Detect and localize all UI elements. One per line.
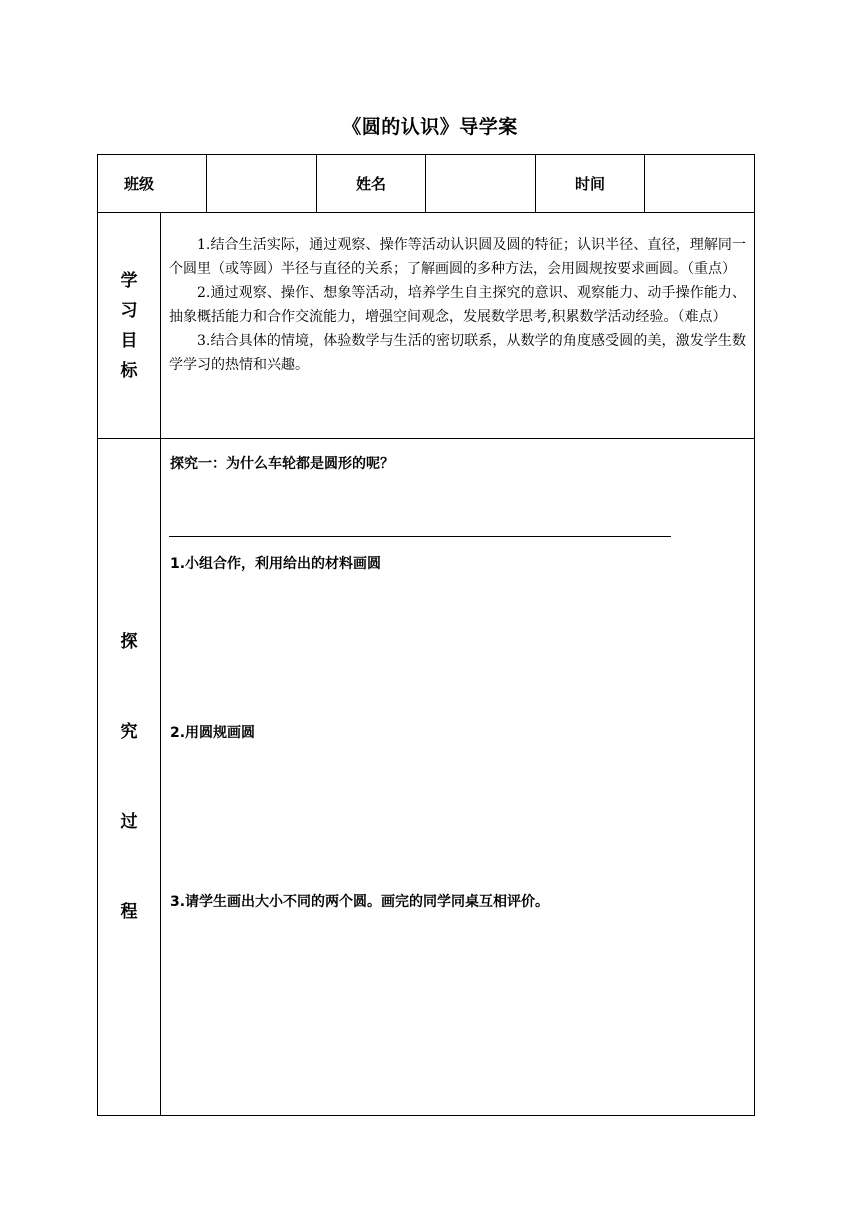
- class-field[interactable]: [207, 155, 317, 213]
- class-label: 班级: [98, 155, 207, 213]
- goals-content: [161, 213, 755, 439]
- explore-row: [98, 439, 755, 1116]
- explore-content: [161, 439, 755, 1116]
- goals-row: [98, 213, 755, 439]
- explore-question: 探究一：为什么车轮都是圆形的呢？: [170, 456, 394, 472]
- goal-item: 1.结合生活实际，通过观察、操作等活动认识圆及圆的特征；认识半径、直径，理解同一个圆里（或等圆）半径与直径的关系；了解画圆的多种方法，会用圆规按要求画圆。（重点）: [169, 237, 747, 277]
- goals-label: [98, 213, 161, 439]
- name-label: 姓名: [317, 155, 426, 213]
- task-item: 2.用圆规画圆: [170, 725, 256, 741]
- goals-label-char: 标: [120, 360, 138, 381]
- goal-item: 2.通过观察、操作、想象等活动，培养学生自主探究的意识、观察能力、动手操作能力、抽象概括能力和合作交流能力，增强空间观念，发展数学思考,积累数学活动经验。（难点）: [169, 285, 747, 325]
- answer-line[interactable]: [169, 536, 671, 537]
- time-field[interactable]: [645, 155, 755, 213]
- goals-label-char: 目: [120, 330, 138, 351]
- explore-label-char: 探: [120, 632, 138, 652]
- task-item: 3.请学生画出大小不同的两个圆。画完的同学同桌互相评价。: [170, 894, 550, 910]
- task-item: 1.小组合作，利用给出的材料画圆: [170, 556, 382, 572]
- explore-label: [98, 439, 161, 1116]
- time-label: 时间: [536, 155, 645, 213]
- study-guide-table: [97, 154, 755, 1116]
- explore-label-char: 究: [120, 722, 138, 742]
- info-row: [98, 155, 755, 213]
- goal-item: 3.结合具体的情境，体验数学与生活的密切联系，从数学的角度感受圆的美，激发学生数学学习的热情和兴趣。: [169, 333, 747, 373]
- name-field[interactable]: [426, 155, 536, 213]
- goals-label-char: 习: [120, 300, 138, 321]
- page-title: 《圆的认识》导学案: [342, 116, 518, 138]
- explore-label-char: 程: [120, 902, 138, 922]
- explore-label-char: 过: [120, 812, 138, 832]
- goals-label-char: 学: [120, 270, 138, 291]
